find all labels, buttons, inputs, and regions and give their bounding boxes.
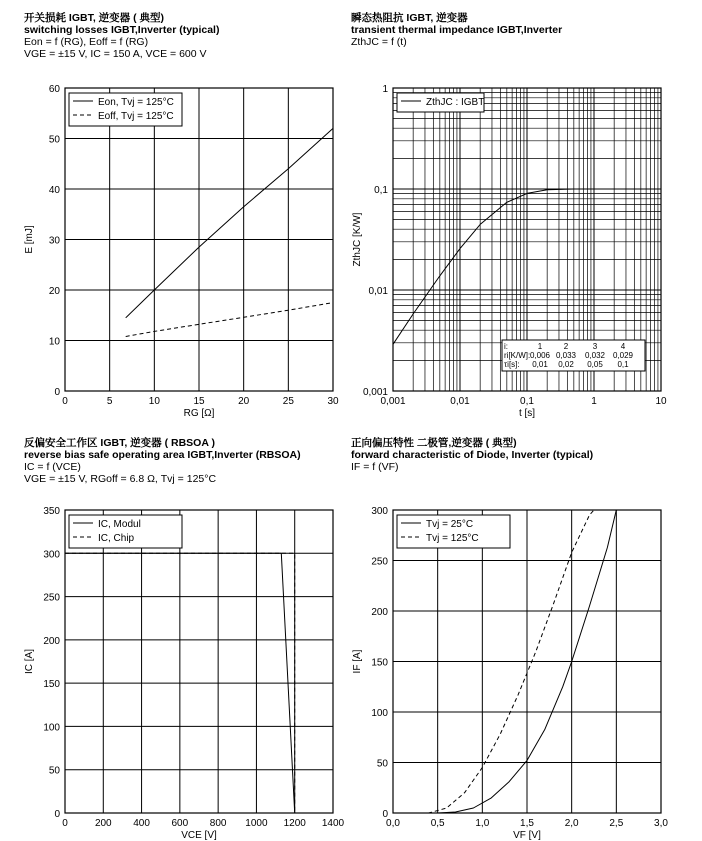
x-tick-label: 0,1	[520, 396, 534, 407]
x-tick-label: 5	[106, 396, 113, 407]
x-tick-label: 2,5	[609, 818, 624, 829]
panel3-title-cn: 反偏安全工作区 IGBT, 逆变器 ( RBSOA )	[24, 437, 215, 449]
thermal-table-tau-value: 0,05	[587, 360, 603, 369]
x-tick-label: 10	[655, 396, 667, 407]
legend-label: ZthJC : IGBT	[426, 97, 485, 108]
x-axis-label: t [s]	[518, 408, 536, 419]
legend-label: Tvj = 25°C	[426, 519, 474, 530]
y-tick-label: 50	[48, 134, 60, 146]
thermal-table-i-value: 3	[592, 342, 598, 351]
y-tick-label: 300	[371, 506, 388, 517]
x-tick-label: 10	[148, 396, 160, 407]
panel3-conditions: VGE = ±15 V, RGoff = 6.8 Ω, Tvj = 125°C	[24, 473, 217, 485]
y-tick-label: 30	[48, 235, 60, 247]
x-tick-label: 2,0	[564, 818, 579, 829]
chart-2	[352, 84, 667, 419]
panel4-title-en: forward characteristic of Diode, Inverter (typical)	[351, 449, 594, 461]
y-tick-label: 200	[43, 635, 60, 647]
thermal-table-tau-value: 0,01	[532, 360, 548, 369]
y-tick-label: 150	[371, 657, 388, 669]
y-tick-label: 250	[43, 592, 60, 604]
panel1-equation: Eon = f (RG), Eoff = f (RG)	[24, 36, 149, 48]
x-tick-label: 0,01	[450, 396, 470, 407]
panel4-title-cn: 正向偏压特性 二极管,逆变器 ( 典型)	[351, 437, 517, 449]
y-tick-label: 60	[48, 84, 60, 95]
y-tick-label: 1	[382, 84, 388, 95]
x-tick-label: 1,0	[475, 818, 490, 829]
panel2-equation: ZthJC = f (t)	[351, 36, 407, 48]
panel4-equation: IF = f (VF)	[351, 461, 399, 473]
y-axis-label: ZthJC [K/W]	[352, 212, 363, 267]
y-tick-label: 100	[371, 708, 388, 719]
legend-label: IC, Chip	[98, 533, 135, 544]
thermal-table-tau-value: 0,1	[617, 360, 629, 369]
y-tick-label: 350	[43, 506, 60, 517]
panel1-title-en: switching losses IGBT,Inverter (typical)	[24, 24, 220, 36]
x-tick-label: 1	[591, 396, 597, 407]
y-axis-label: E [mJ]	[24, 225, 35, 254]
panel1-conditions: VGE = ±15 V, IC = 150 A, VCE = 600 V	[24, 48, 207, 60]
x-tick-label: 1000	[245, 818, 268, 829]
x-tick-label: 0,001	[380, 396, 406, 407]
series-line	[126, 303, 333, 337]
x-axis-label: VF [V]	[513, 830, 541, 841]
y-tick-label: 10	[48, 336, 60, 348]
x-tick-label: 15	[193, 396, 205, 407]
y-tick-label: 0	[54, 809, 60, 820]
thermal-table-i-label: i:	[504, 342, 508, 351]
thermal-table-i-value: 1	[537, 342, 543, 351]
y-tick-label: 200	[371, 607, 388, 618]
x-tick-label: 0	[62, 818, 68, 829]
y-tick-label: 50	[376, 758, 388, 770]
y-axis-label: IC [A]	[24, 648, 35, 675]
x-tick-label: 0	[62, 396, 68, 407]
x-tick-label: 1200	[283, 818, 306, 829]
legend-label: IC, Modul	[98, 519, 141, 530]
x-tick-label: 800	[209, 818, 227, 829]
x-axis-label: RG [Ω]	[183, 408, 215, 419]
x-tick-label: 1,5	[520, 818, 534, 829]
x-tick-label: 200	[94, 818, 112, 829]
y-axis-label: IF [A]	[352, 649, 363, 674]
x-tick-label: 600	[171, 818, 189, 829]
x-tick-label: 20	[238, 396, 250, 407]
series-line	[126, 128, 333, 317]
thermal-table-i-value: 2	[563, 342, 569, 351]
thermal-table-r-value: 0,029	[612, 351, 634, 360]
panel2-title-cn: 瞬态热阻抗 IGBT, 逆变器	[351, 12, 468, 24]
x-tick-label: 0,5	[430, 818, 445, 829]
y-tick-label: 250	[371, 556, 388, 568]
y-tick-label: 100	[43, 722, 60, 734]
thermal-table-tau-label: τi[s]:	[504, 360, 520, 369]
thermal-table-tau-value: 0,02	[558, 360, 574, 369]
y-tick-label: 0	[54, 387, 60, 398]
thermal-table-r-value: 0,033	[555, 351, 577, 360]
chart-3	[24, 506, 345, 841]
y-tick-label: 20	[48, 286, 60, 297]
chart-1	[24, 84, 339, 419]
panel3-equation: IC = f (VCE)	[24, 461, 81, 473]
y-tick-label: 300	[43, 549, 60, 561]
thermal-table-r-value: 0,006	[529, 351, 551, 360]
x-tick-label: 400	[133, 818, 150, 829]
panel3-title-en: reverse bias safe operating area IGBT,Inverter (RBSOA)	[24, 449, 301, 461]
y-tick-label: 0,001	[362, 387, 388, 398]
y-tick-label: 0,1	[374, 185, 388, 196]
y-tick-label: 50	[48, 765, 60, 777]
panel2-title-en: transient thermal impedance IGBT,Inverter	[351, 24, 563, 36]
thermal-table-r-label: ri[K/W]:	[504, 351, 531, 360]
y-tick-label: 40	[48, 185, 60, 196]
y-tick-label: 0	[382, 809, 388, 820]
thermal-table-r-value: 0,032	[584, 351, 606, 360]
thermal-table-i-value: 4	[620, 342, 626, 351]
legend-label: Tvj = 125°C	[426, 533, 479, 544]
x-tick-label: 1400	[321, 818, 345, 829]
x-tick-label: 0,0	[386, 818, 400, 829]
x-tick-label: 3,0	[654, 818, 668, 829]
y-tick-label: 0,01	[368, 286, 388, 297]
legend-label: Eoff, Tvj = 125°C	[98, 111, 174, 122]
x-tick-label: 30	[327, 396, 339, 407]
y-tick-label: 150	[43, 679, 60, 691]
panel1-title-cn: 开关损耗 IGBT, 逆变器 ( 典型)	[24, 12, 164, 24]
x-axis-label: VCE [V]	[181, 830, 217, 841]
x-tick-label: 25	[282, 396, 294, 407]
legend-label: Eon, Tvj = 125°C	[98, 97, 174, 108]
chart-4	[352, 506, 668, 841]
